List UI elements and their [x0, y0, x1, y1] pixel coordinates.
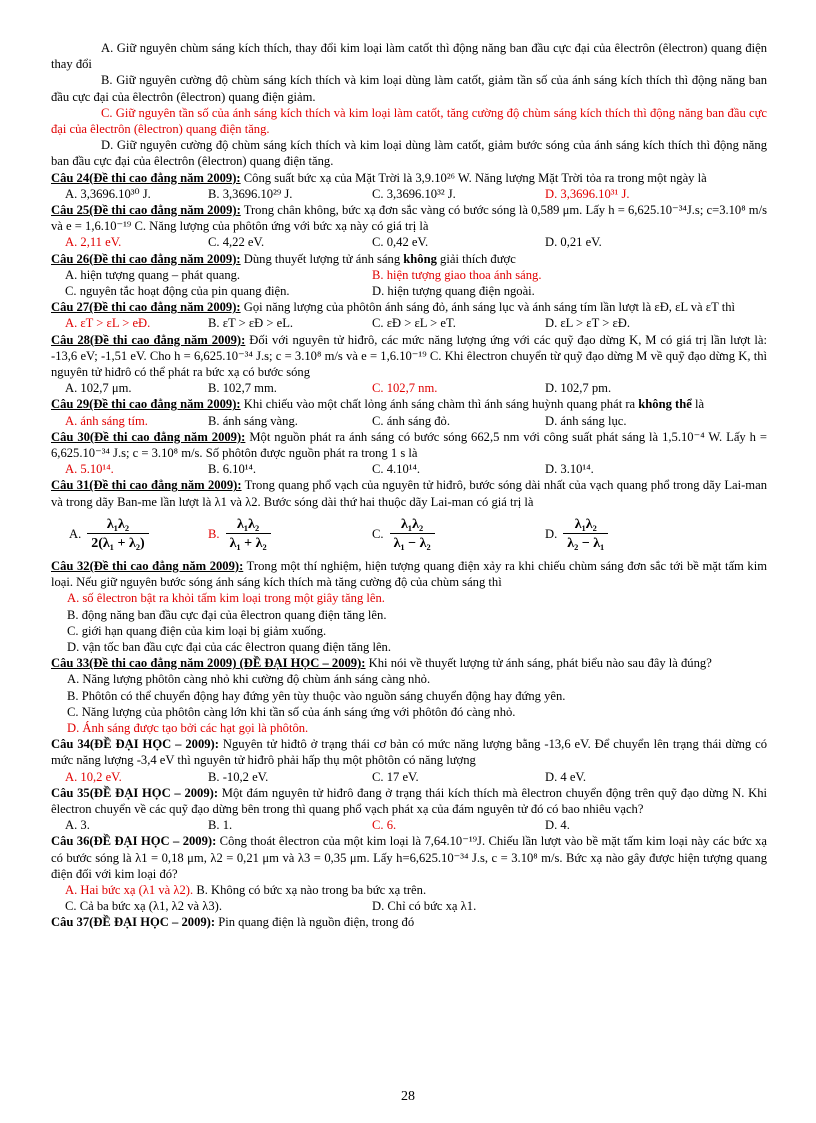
- question-heading: Câu 32(Đề thi cao đẳng năm 2009):: [51, 558, 244, 573]
- question-text: Pin quang điện là nguồn điện, trong đó: [218, 915, 415, 930]
- answer-c: C. 102,7 nm.: [372, 381, 438, 396]
- answer-a: A. số êlectron bật ra khỏi tấm kim loại trong một giây tăng lên.: [67, 591, 385, 606]
- question-37: [51, 914, 767, 930]
- question-30: [51, 429, 767, 461]
- question-26: [51, 251, 767, 267]
- question-heading: Câu 33(Đề thi cao đẳng năm 2009) (ĐỀ ĐẠI HỌC – 2009):: [51, 656, 366, 671]
- answer-c: C. Năng lượng của phôtôn càng lớn khi tần số của ánh sáng ứng với phôtôn đó càng nhỏ.: [67, 704, 516, 719]
- question-25: [51, 202, 767, 234]
- answer-row: [51, 461, 767, 477]
- answer-row: [51, 769, 767, 785]
- question-text: Một đám nguyên tử hiđrô đang ở trạng thái kích thích mà êlectron chuyển động trên quỹ đạo dừng N. Khi êlectron chuyển về các quỹ đạo dừng bên trong thì quang phổ vạch phát xạ của đám nguyên tử đó có bao nhiêu vạch?: [51, 785, 767, 816]
- answer-a: A. 5.10¹⁴.: [65, 462, 114, 477]
- answer-a: A. Hai bức xạ (λ1 và λ2).: [65, 882, 194, 897]
- answer-row: [51, 267, 767, 283]
- answer-b: B. εT > εĐ > eL.: [208, 316, 294, 331]
- question-heading: Câu 26(Đề thi cao đẳng năm 2009):: [51, 251, 241, 266]
- answer-b: B. 3,3696.10²⁹ J.: [208, 186, 293, 201]
- answer-row: [51, 882, 767, 898]
- question-heading: Câu 28(Đề thi cao đẳng năm 2009):: [51, 332, 246, 347]
- question-heading: Câu 34(ĐỀ ĐẠI HỌC – 2009):: [51, 737, 219, 752]
- question-heading: Câu 25(Đề thi cao đẳng năm 2009):: [51, 203, 241, 218]
- answer-row: [51, 186, 767, 202]
- question-33: [51, 655, 767, 671]
- answer-b: B. hiện tượng giao thoa ánh sáng.: [372, 267, 542, 282]
- answer-c: C. 0,42 eV.: [372, 235, 429, 250]
- question-text: Đối với nguyên tử hiđrô, các mức năng lượng ứng với các quỹ đạo dừng K, M có giá trị lần lượt là: -13,6 eV; -1,51 eV. Cho h = 6,625.10⁻³⁴ J.s; c = 3.10⁸ m/s và e = 1,6.10⁻¹⁹ C. Khi êlectron chuyển từ quỹ đạo dừng M về quỹ đạo dừng K, thì nguyên tử hiđrô có thể phát ra bức xạ có bước sóng: [51, 332, 767, 380]
- question-text: Trong một thí nghiệm, hiện tượng quang điện xảy ra khi chiếu chùm sáng đơn sắc tới bề mặt tấm kim loại. Nếu giữ nguyên bước sóng ánh sáng kích thích mà tăng cường độ của chùm sáng thì: [51, 558, 768, 590]
- answer-a: A. 3.: [65, 818, 90, 833]
- question-heading: Câu 30(Đề thi cao đẳng năm 2009):: [51, 429, 246, 444]
- answer-d: D. Chỉ có bức xạ λ1.: [372, 899, 477, 914]
- answer-row: [51, 234, 767, 250]
- question-32: [51, 558, 767, 590]
- answer-b: B. 1.: [208, 818, 233, 833]
- answer-d: D. 102,7 pm.: [545, 381, 612, 396]
- answer-row: [51, 315, 767, 331]
- answer-d: D. $\frac{\text{λ₁λ₂}}{\text{λ₂ − λ₁}}$: [545, 516, 745, 552]
- answer-c: C. Cả ba bức xạ (λ1, λ2 và λ3).: [65, 899, 222, 914]
- question-text: Trong quang phổ vạch của nguyên tử hiđrô, bước sóng dài nhất của vạch quang phổ trong dãy Lai-man và trong dãy Ban-me lần lượt là λ1 và λ2. Bước sóng dài thứ hai thuộc dãy Lai-man có giá trị là: [51, 478, 767, 509]
- question-text: Gọi năng lượng của phôtôn ánh sáng đỏ, ánh sáng lục và ánh sáng tím lần lượt là εĐ, εL và εT thì: [243, 300, 735, 315]
- answer-row: [51, 380, 767, 396]
- question-text: Một nguồn phát ra ánh sáng có bước sóng 662,5 nm với công suất phát sáng là 1,5.10⁻⁴ W. Lấy h = 6,625.10⁻³⁴ J.s; c = 3.10⁸ m/s. Số phôtôn được nguồn phát ra trong 1 s là: [51, 429, 768, 461]
- answer-a: A. ánh sáng tím.: [65, 413, 148, 428]
- formula-answer-row: [51, 512, 767, 556]
- intro-option-b: B. Giữ nguyên cường độ chùm sáng kích thích và kim loại dùng làm catốt, giảm tần số của ánh sáng kích thích thì động năng ban đầu cực đại của êlectrôn (êlectron) quang điện giảm.: [51, 73, 767, 104]
- answer-row: [51, 817, 767, 833]
- answer-d: D. 3.10¹⁴.: [545, 462, 594, 477]
- question-31: [51, 477, 767, 509]
- answer-c: C. ánh sáng đỏ.: [372, 413, 451, 428]
- answer-d: D. ánh sáng lục.: [545, 413, 627, 428]
- question-text: Dùng thuyết lượng tử ánh sáng không giải thích được: [243, 251, 516, 266]
- answer-a: A. 102,7 μm.: [65, 381, 132, 396]
- answer-c: C. 17 eV.: [372, 769, 419, 784]
- document-page: [51, 40, 767, 931]
- answer-a: A. 2,11 eV.: [65, 235, 122, 250]
- page-number: 28: [401, 1089, 415, 1104]
- answer-d: D. 0,21 eV.: [545, 235, 602, 250]
- answer-a: A. hiện tượng quang – phát quang.: [65, 267, 241, 282]
- answer-b: C. 4,22 eV.: [208, 235, 265, 250]
- question-heading: Câu 29(Đề thi cao đẳng năm 2009):: [51, 397, 241, 412]
- question-heading: Câu 35(ĐỀ ĐẠI HỌC – 2009):: [51, 785, 219, 800]
- answer-b: B. 6.10¹⁴.: [208, 462, 257, 477]
- answer-row: [51, 413, 767, 429]
- answer-b: B. -10,2 eV.: [208, 769, 269, 784]
- question-text: Trong chân không, bức xạ đơn sắc vàng có bước sóng là 0,589 μm. Lấy h = 6,625.10⁻³⁴J.s; c=3.10⁸ m/s và e = 1,6.10⁻¹⁹ C. Năng lượng của phôtôn ứng với bức xạ này có giá trị là: [51, 203, 767, 234]
- question-heading: Câu 36(ĐỀ ĐẠI HỌC – 2009):: [51, 834, 217, 849]
- question-text: Khi chiếu vào một chất lỏng ánh sáng chàm thì ánh sáng huỳnh quang phát ra không thể là: [243, 397, 705, 412]
- answer-c: C. 3,3696.10³² J.: [372, 186, 456, 201]
- intro-option-d: D. Giữ nguyên cường độ chùm sáng kích thích và kim loại dùng làm catốt, giảm bước sóng của ánh sáng kích thích thì động năng ban đầu cực đại của êlectrôn (êlectron) quang điện tăng.: [51, 138, 767, 169]
- answer-c: C. $\frac{\text{λ₁λ₂}}{\text{λ₁ − λ₂}}$: [372, 516, 545, 552]
- question-29: [51, 396, 767, 412]
- question-heading: Câu 24(Đề thi cao đẳng năm 2009):: [51, 170, 241, 185]
- answer-d: D. hiện tượng quang điện ngoài.: [372, 284, 535, 299]
- intro-option-c: C. Giữ nguyên tần số của ánh sáng kích thích và kim loại làm catốt, tăng cường độ chùm sáng kích thích thì động năng ban đầu cực đại của êlectrôn (êlectron) quang điện tăng.: [51, 105, 767, 137]
- question-heading: Câu 31(Đề thi cao đẳng năm 2009):: [51, 478, 242, 493]
- question-text: Nguyên tử hiđtô ở trạng thái cơ bản có mức năng lượng bằng -13,6 eV. Để chuyển lên trạng thái dừng có mức năng lượng -3,4 eV thì nguyên tử hiđrô phải hấp thụ một phôtôn có năng lượng: [51, 737, 767, 768]
- question-34: [51, 736, 767, 768]
- answer-d: D. vận tốc ban đầu cực đại của các êlectron quang điện tăng lên.: [67, 639, 391, 654]
- answer-c: C. εĐ > εL > eT.: [372, 316, 456, 331]
- fraction: $\frac{\text{λ₁λ₂}}{\text{2(λ₁ + λ₂)}}$: [87, 516, 148, 552]
- answer-b: B. ánh sáng vàng.: [208, 413, 298, 428]
- answer-c: C. 6.: [372, 818, 397, 833]
- answer-d: D. 3,3696.10³¹ J.: [545, 186, 630, 201]
- answer-row: [51, 283, 767, 299]
- answer-a: A. $\frac{\text{λ₁λ₂}}{\text{2(λ₁ + λ₂)}}$: [51, 516, 208, 552]
- fraction: $\frac{\text{λ₁λ₂}}{\text{λ₁ − λ₂}}$: [390, 516, 435, 552]
- answer-a: A. 10,2 eV.: [65, 769, 122, 784]
- answer-b: B. 102,7 mm.: [208, 381, 277, 396]
- question-text: Khi nói về thuyết lượng tử ánh sáng, phát biểu nào sau đây là đúng?: [368, 656, 712, 671]
- question-heading: Câu 37(ĐỀ ĐẠI HỌC – 2009):: [51, 915, 216, 930]
- question-35: [51, 785, 767, 817]
- answer-d: D. 4.: [545, 818, 570, 833]
- fraction: $\frac{\text{λ₁λ₂}}{\text{λ₁ + λ₂}}$: [226, 516, 271, 552]
- question-36: [51, 833, 767, 882]
- question-27: [51, 299, 767, 315]
- answer-d: D. εL > εT > εĐ.: [545, 316, 630, 331]
- answer-b: B. $\frac{\text{λ₁λ₂}}{\text{λ₁ + λ₂}}$: [208, 516, 372, 552]
- answer-a: A. εT > εL > eĐ.: [65, 316, 151, 331]
- answer-row: [51, 898, 767, 914]
- question-28: [51, 332, 767, 381]
- answer-c: C. 4.10¹⁴.: [372, 462, 421, 477]
- question-text: Công thoát êlectron của một kim loại là 7,64.10⁻¹⁹J. Chiếu lần lượt vào bề mặt tấm kim loại này các bức xạ có bước sóng là λ1 = 0,18 μm, λ2 = 0,21 μm và λ3 = 0,35 μm. Lấy h=6,625.10⁻³⁴ J.s, c = 3.10⁸ m/s. Bức xạ nào gây được hiện tượng quang điện đối với kim loại đó?: [51, 834, 767, 881]
- answer-c: C. nguyên tắc hoạt động của pin quang điện.: [65, 284, 290, 299]
- question-24: [51, 170, 767, 186]
- fraction: $\frac{\text{λ₁λ₂}}{\text{λ₂ − λ₁}}$: [563, 516, 608, 552]
- answer-b: B. Phôtôn có thể chuyển động hay đứng yên tùy thuộc vào nguồn sáng chuyển động hay đứng yên.: [67, 688, 566, 703]
- answer-b: B. Không có bức xạ nào trong ba bức xạ trên.: [196, 882, 427, 897]
- answer-d: D. 4 eV.: [545, 769, 587, 784]
- answer-d: D. Ánh sáng được tạo bởi các hạt gọi là phôtôn.: [67, 720, 309, 735]
- answer-a: A. 3,3696.10³⁰ J.: [65, 186, 151, 201]
- intro-option-a: A. Giữ nguyên chùm sáng kích thích, thay đổi kim loại làm catốt thì động năng ban đầu cực đại của êlectrôn (êlectron) quang điện thay đổi: [51, 41, 767, 72]
- answer-a: A. Năng lượng phôtôn càng nhỏ khi cường độ chùm ánh sáng càng nhỏ.: [67, 672, 431, 687]
- question-text: Công suất bức xạ của Mặt Trời là 3,9.10²⁶ W. Năng lượng Mặt Trời tỏa ra trong một ngày là: [243, 170, 707, 185]
- answer-b: B. động năng ban đầu cực đại của êlectron quang điện tăng lên.: [67, 607, 387, 622]
- answer-c: C. giới hạn quang điện của kim loại bị giảm xuống.: [67, 623, 327, 638]
- question-heading: Câu 27(Đề thi cao đẳng năm 2009):: [51, 300, 241, 315]
